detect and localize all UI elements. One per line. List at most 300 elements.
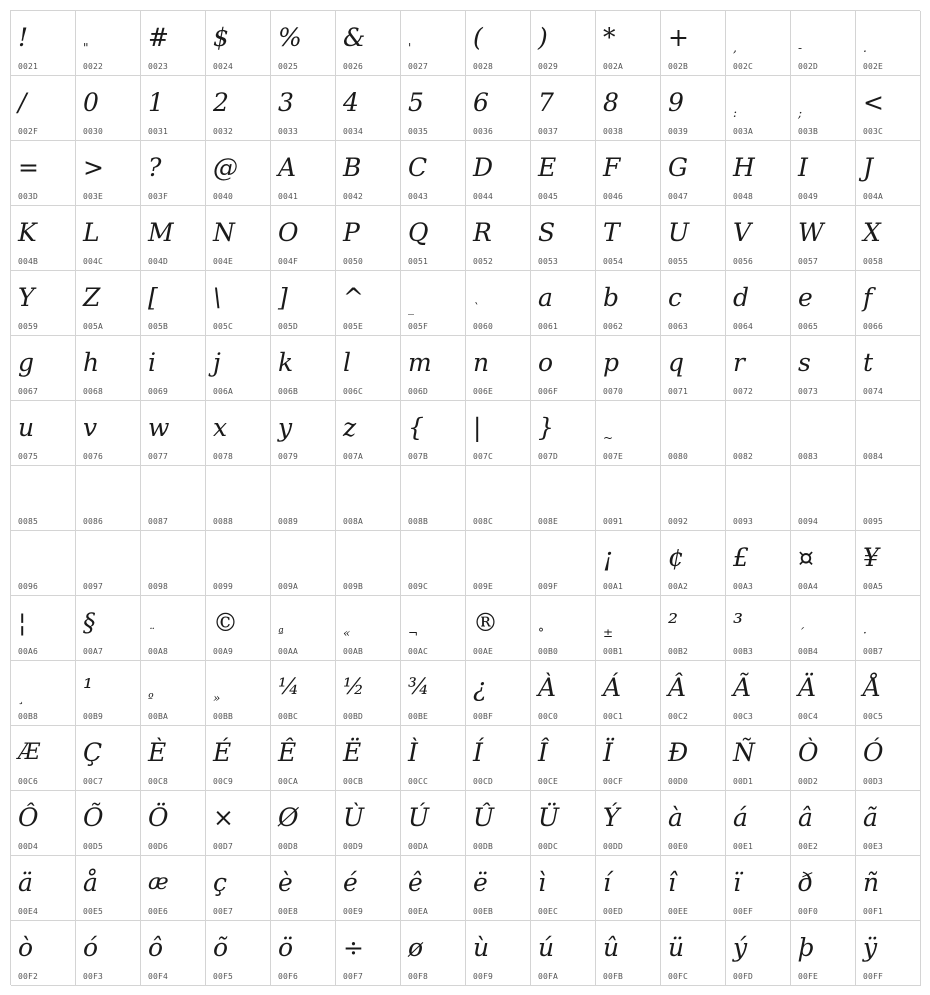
glyph-sample: 2 [213, 88, 229, 117]
glyph-cell-0096 [11, 531, 76, 596]
glyph-sample: ? [148, 153, 162, 182]
glyph-cell-0097 [76, 531, 141, 596]
glyph-sample: ^ [343, 283, 364, 312]
glyph-codepoint: 0089 [278, 517, 299, 526]
glyph-sample: S [538, 218, 556, 247]
glyph-cell-00f3 [76, 921, 141, 986]
glyph-cell-009c [401, 531, 466, 596]
glyph-cell-007c [466, 401, 531, 466]
glyph-codepoint: 00FB [603, 972, 624, 981]
glyph-sample: Ö [148, 803, 169, 832]
glyph-sample: Ñ [733, 738, 755, 767]
glyph-sample: é [343, 868, 358, 897]
glyph-sample: ä [18, 868, 33, 897]
glyph-cell-0042 [336, 141, 401, 206]
glyph-sample: 3 [278, 88, 294, 117]
glyph-sample: ) [538, 23, 548, 52]
glyph-cell-0069 [141, 336, 206, 401]
glyph-codepoint: 0087 [148, 517, 169, 526]
glyph-cell-005d [271, 271, 336, 336]
glyph-sample: f [863, 283, 873, 312]
glyph-sample: z [343, 413, 357, 442]
glyph-cell-00f7 [336, 921, 401, 986]
glyph-cell-007b [401, 401, 466, 466]
glyph-cell-00ba [141, 661, 206, 726]
glyph-cell-0054 [596, 206, 661, 271]
glyph-cell-00ea [401, 856, 466, 921]
glyph-codepoint: 00E7 [213, 907, 234, 916]
glyph-codepoint: 0022 [83, 62, 104, 71]
glyph-codepoint: 0059 [18, 322, 39, 331]
glyph-cell-0045 [531, 141, 596, 206]
glyph-sample: B [343, 153, 362, 182]
glyph-sample: § [83, 608, 96, 637]
glyph-cell-0070 [596, 336, 661, 401]
glyph-cell-0095 [856, 466, 921, 531]
glyph-sample: ! [18, 23, 29, 52]
glyph-codepoint: 005C [213, 322, 234, 331]
glyph-codepoint: 00FA [538, 972, 559, 981]
glyph-cell-00c9 [206, 726, 271, 791]
glyph-codepoint: 00FE [798, 972, 819, 981]
glyph-cell-0055 [661, 206, 726, 271]
glyph-sample: Ç [83, 738, 103, 767]
glyph-codepoint: 0071 [668, 387, 689, 396]
glyph-codepoint: 009B [343, 582, 364, 591]
glyph-sample: » [213, 691, 221, 705]
glyph-sample: Ó [863, 738, 884, 767]
glyph-codepoint: 00AA [278, 647, 299, 656]
glyph-sample: À [538, 673, 557, 702]
glyph-codepoint: 005D [278, 322, 299, 331]
glyph-codepoint: 0052 [473, 257, 494, 266]
glyph-sample: Ä [798, 673, 817, 702]
glyph-codepoint: 0098 [148, 582, 169, 591]
glyph-sample: E [538, 153, 557, 182]
glyph-codepoint: 00AE [473, 647, 494, 656]
glyph-codepoint: 0026 [343, 62, 364, 71]
glyph-sample: j [213, 348, 221, 377]
glyph-cell-006c [336, 336, 401, 401]
glyph-codepoint: 00B3 [733, 647, 754, 656]
glyph-codepoint: 0061 [538, 322, 559, 331]
glyph-sample: L [83, 218, 100, 247]
glyph-sample: x [213, 413, 228, 442]
glyph-codepoint: 00CE [538, 777, 559, 786]
glyph-codepoint: 00B2 [668, 647, 689, 656]
glyph-sample: ¬ [408, 626, 419, 640]
glyph-sample: ë [473, 868, 488, 897]
glyph-cell-00d4 [11, 791, 76, 856]
glyph-sample: . [863, 41, 867, 55]
glyph-cell-007e [596, 401, 661, 466]
glyph-cell-008b [401, 466, 466, 531]
glyph-codepoint: 00EF [733, 907, 754, 916]
glyph-cell-007a [336, 401, 401, 466]
glyph-cell-00c3 [726, 661, 791, 726]
glyph-cell-0035 [401, 76, 466, 141]
glyph-sample: © [213, 608, 238, 637]
glyph-cell-0023 [141, 11, 206, 76]
glyph-cell-00f6 [271, 921, 336, 986]
glyph-sample: V [733, 218, 752, 247]
glyph-cell-0082 [726, 401, 791, 466]
glyph-codepoint: 004A [863, 192, 884, 201]
glyph-codepoint: 0065 [798, 322, 819, 331]
glyph-cell-009b [336, 531, 401, 596]
glyph-cell-00e0 [661, 791, 726, 856]
glyph-codepoint: 0048 [733, 192, 754, 201]
glyph-cell-00be [401, 661, 466, 726]
glyph-cell-00b0 [531, 596, 596, 661]
glyph-sample: F [603, 153, 621, 182]
glyph-codepoint: 0088 [213, 517, 234, 526]
glyph-codepoint: 0076 [83, 452, 104, 461]
glyph-sample: ú [538, 933, 555, 962]
glyph-codepoint: 00B4 [798, 647, 819, 656]
glyph-codepoint: 00EE [668, 907, 689, 916]
glyph-codepoint: 002C [733, 62, 754, 71]
glyph-codepoint: 0034 [343, 127, 364, 136]
glyph-sample: \ [213, 283, 222, 312]
glyph-sample: H [733, 153, 755, 182]
glyph-sample: r [733, 348, 745, 377]
glyph-cell-00a7 [76, 596, 141, 661]
glyph-cell-0052 [466, 206, 531, 271]
glyph-codepoint: 0067 [18, 387, 39, 396]
glyph-cell-0071 [661, 336, 726, 401]
glyph-cell-00bc [271, 661, 336, 726]
glyph-codepoint: 00C8 [148, 777, 169, 786]
glyph-codepoint: 0080 [668, 452, 689, 461]
glyph-cell-00fa [531, 921, 596, 986]
glyph-cell-00b8 [11, 661, 76, 726]
glyph-cell-00ae [466, 596, 531, 661]
glyph-codepoint: 00B8 [18, 712, 39, 721]
glyph-codepoint: 00FF [863, 972, 884, 981]
glyph-sample: i [148, 348, 156, 377]
glyph-sample: C [408, 153, 428, 182]
glyph-codepoint: 00EA [408, 907, 429, 916]
glyph-cell-0065 [791, 271, 856, 336]
glyph-cell-0063 [661, 271, 726, 336]
glyph-codepoint: 0046 [603, 192, 624, 201]
glyph-codepoint: 00A5 [863, 582, 884, 591]
glyph-cell-005e [336, 271, 401, 336]
glyph-cell-0049 [791, 141, 856, 206]
glyph-sample: Á [603, 673, 622, 702]
glyph-codepoint: 0094 [798, 517, 819, 526]
glyph-sample: } [538, 413, 554, 442]
glyph-codepoint: 00DA [408, 842, 429, 851]
glyph-cell-0056 [726, 206, 791, 271]
glyph-sample: × [213, 803, 234, 832]
glyph-cell-0098 [141, 531, 206, 596]
glyph-cell-00c7 [76, 726, 141, 791]
glyph-sample: Ð [668, 738, 689, 767]
glyph-codepoint: 00E3 [863, 842, 884, 851]
glyph-codepoint: 00ED [603, 907, 624, 916]
glyph-cell-0034 [336, 76, 401, 141]
glyph-cell-0087 [141, 466, 206, 531]
glyph-cell-0075 [11, 401, 76, 466]
glyph-codepoint: 00D7 [213, 842, 234, 851]
glyph-codepoint: 0085 [18, 517, 39, 526]
glyph-cell-00d3 [856, 726, 921, 791]
glyph-sample: , [733, 41, 737, 55]
glyph-cell-00cd [466, 726, 531, 791]
glyph-sample: Ú [408, 803, 430, 832]
glyph-cell-00d9 [336, 791, 401, 856]
glyph-sample: P [343, 218, 360, 247]
glyph-codepoint: 0033 [278, 127, 299, 136]
glyph-cell-002d [791, 11, 856, 76]
glyph-sample: ¥ [863, 543, 879, 572]
glyph-cell-005a [76, 271, 141, 336]
glyph-sample: M [148, 218, 174, 247]
glyph-sample: m [408, 348, 432, 377]
glyph-cell-009f [531, 531, 596, 596]
glyph-sample: 8 [603, 88, 619, 117]
glyph-cell-00dc [531, 791, 596, 856]
glyph-cell-00f1 [856, 856, 921, 921]
glyph-codepoint: 00D2 [798, 777, 819, 786]
glyph-codepoint: 00CA [278, 777, 299, 786]
glyph-cell-00b9 [76, 661, 141, 726]
glyph-codepoint: 00F0 [798, 907, 819, 916]
glyph-codepoint: 009F [538, 582, 559, 591]
glyph-cell-006e [466, 336, 531, 401]
glyph-cell-003e [76, 141, 141, 206]
glyph-sample: p [603, 348, 620, 377]
glyph-sample: s [798, 348, 811, 377]
glyph-codepoint: 0047 [668, 192, 689, 201]
glyph-codepoint: 00CC [408, 777, 429, 786]
glyph-cell-00e6 [141, 856, 206, 921]
glyph-sample: b [603, 283, 620, 312]
glyph-codepoint: 00AB [343, 647, 364, 656]
glyph-cell-007d [531, 401, 596, 466]
glyph-sample: Ø [278, 803, 299, 832]
glyph-cell-00d7 [206, 791, 271, 856]
glyph-cell-0068 [76, 336, 141, 401]
glyph-cell-0037 [531, 76, 596, 141]
glyph-cell-00db [466, 791, 531, 856]
glyph-codepoint: 00CB [343, 777, 364, 786]
glyph-codepoint: 00F3 [83, 972, 104, 981]
glyph-codepoint: 0056 [733, 257, 754, 266]
glyph-codepoint: 00D6 [148, 842, 169, 851]
glyph-cell-0022 [76, 11, 141, 76]
glyph-sample: U [668, 218, 690, 247]
glyph-codepoint: 00CF [603, 777, 624, 786]
glyph-sample: T [603, 218, 620, 247]
glyph-sample: Ë [343, 738, 362, 767]
glyph-cell-008e [531, 466, 596, 531]
glyph-cell-0078 [206, 401, 271, 466]
glyph-cell-004e [206, 206, 271, 271]
glyph-codepoint: 0078 [213, 452, 234, 461]
glyph-codepoint: 0058 [863, 257, 884, 266]
glyph-sample: ö [278, 933, 294, 962]
glyph-cell-0033 [271, 76, 336, 141]
glyph-sample: 6 [473, 88, 489, 117]
glyph-sample: ¿ [473, 673, 487, 702]
glyph-codepoint: 00D3 [863, 777, 884, 786]
glyph-cell-00e5 [76, 856, 141, 921]
glyph-cell-0059 [11, 271, 76, 336]
glyph-cell-003b [791, 76, 856, 141]
glyph-sample: ¾ [408, 675, 428, 700]
glyph-cell-00f5 [206, 921, 271, 986]
glyph-cell-00c4 [791, 661, 856, 726]
glyph-codepoint: 00EC [538, 907, 559, 916]
glyph-codepoint: 0062 [603, 322, 624, 331]
glyph-codepoint: 0068 [83, 387, 104, 396]
glyph-codepoint: 0079 [278, 452, 299, 461]
glyph-codepoint: 0041 [278, 192, 299, 201]
glyph-sample: Ü [538, 803, 560, 832]
glyph-sample: î [668, 868, 676, 897]
glyph-codepoint: 002E [863, 62, 884, 71]
glyph-cell-00d1 [726, 726, 791, 791]
glyph-sample: Õ [83, 803, 104, 832]
glyph-sample: $ [213, 23, 229, 52]
glyph-codepoint: 0072 [733, 387, 754, 396]
glyph-sample: É [213, 738, 232, 767]
glyph-sample: á [733, 803, 748, 832]
glyph-sample: ò [18, 933, 34, 962]
glyph-cell-00eb [466, 856, 531, 921]
glyph-codepoint: 00B7 [863, 647, 884, 656]
glyph-cell-002a [596, 11, 661, 76]
glyph-sample: ¸ [18, 691, 24, 705]
glyph-cell-00f9 [466, 921, 531, 986]
glyph-cell-0074 [856, 336, 921, 401]
glyph-cell-004f [271, 206, 336, 271]
glyph-codepoint: 00A4 [798, 582, 819, 591]
glyph-codepoint: 00F7 [343, 972, 364, 981]
glyph-codepoint: 00C6 [18, 777, 39, 786]
glyph-cell-00c2 [661, 661, 726, 726]
glyph-codepoint: 0050 [343, 257, 364, 266]
glyph-sample: n [473, 348, 490, 377]
glyph-sample: [ [148, 283, 158, 312]
glyph-cell-0058 [856, 206, 921, 271]
glyph-codepoint: 00E2 [798, 842, 819, 851]
glyph-codepoint: 00C0 [538, 712, 559, 721]
glyph-codepoint: 0027 [408, 62, 429, 71]
glyph-codepoint: 00E5 [83, 907, 104, 916]
glyph-sample: + [668, 23, 689, 52]
glyph-codepoint: 00BB [213, 712, 234, 721]
glyph-cell-0083 [791, 401, 856, 466]
glyph-cell-003f [141, 141, 206, 206]
glyph-cell-0091 [596, 466, 661, 531]
glyph-codepoint: 00E9 [343, 907, 364, 916]
glyph-sample: º [148, 691, 154, 705]
glyph-cell-00e2 [791, 791, 856, 856]
glyph-sample: Â [668, 673, 687, 702]
glyph-cell-006f [531, 336, 596, 401]
glyph-cell-0060 [466, 271, 531, 336]
glyph-cell-00e4 [11, 856, 76, 921]
glyph-cell-002f [11, 76, 76, 141]
glyph-cell-0027 [401, 11, 466, 76]
glyph-cell-0073 [791, 336, 856, 401]
glyph-codepoint: 00AC [408, 647, 429, 656]
glyph-cell-00f2 [11, 921, 76, 986]
glyph-codepoint: 00FD [733, 972, 754, 981]
glyph-cell-0024 [206, 11, 271, 76]
glyph-codepoint: 00A3 [733, 582, 754, 591]
glyph-codepoint: 003F [148, 192, 169, 201]
glyph-codepoint: 00BD [343, 712, 364, 721]
glyph-cell-00cb [336, 726, 401, 791]
glyph-codepoint: 00C2 [668, 712, 689, 721]
glyph-sample: ± [603, 626, 614, 640]
glyph-cell-00bb [206, 661, 271, 726]
glyph-codepoint: 0086 [83, 517, 104, 526]
glyph-cell-00e9 [336, 856, 401, 921]
glyph-codepoint: 0030 [83, 127, 104, 136]
glyph-codepoint: 0036 [473, 127, 494, 136]
glyph-grid [10, 10, 920, 985]
glyph-sample: ¼ [278, 675, 298, 700]
glyph-sample: < [863, 88, 884, 117]
glyph-codepoint: 0038 [603, 127, 624, 136]
glyph-sample: c [668, 283, 683, 312]
glyph-sample: æ [148, 870, 167, 895]
glyph-cell-00a9 [206, 596, 271, 661]
glyph-codepoint: 009C [408, 582, 429, 591]
glyph-sample: £ [733, 543, 749, 572]
glyph-codepoint: 00D5 [83, 842, 104, 851]
glyph-sample: · [863, 626, 867, 640]
glyph-sample: A [278, 153, 297, 182]
glyph-sample: a [538, 283, 553, 312]
glyph-codepoint: 00D4 [18, 842, 39, 851]
glyph-codepoint: 00E8 [278, 907, 299, 916]
glyph-sample: ® [473, 608, 498, 637]
glyph-sample: k [278, 348, 294, 377]
glyph-cell-00ce [531, 726, 596, 791]
glyph-codepoint: 0042 [343, 192, 364, 201]
glyph-sample: ( [473, 23, 483, 52]
glyph-codepoint: 002F [18, 127, 39, 136]
glyph-sample: ÿ [863, 933, 878, 962]
glyph-cell-0038 [596, 76, 661, 141]
glyph-sample: ½ [343, 675, 363, 700]
glyph-codepoint: 0031 [148, 127, 169, 136]
glyph-codepoint: 006B [278, 387, 299, 396]
glyph-codepoint: 004F [278, 257, 299, 266]
glyph-sample: ù [473, 933, 490, 962]
glyph-sample: ] [278, 283, 288, 312]
glyph-sample: ¤ [798, 543, 814, 572]
glyph-cell-0077 [141, 401, 206, 466]
glyph-cell-00bd [336, 661, 401, 726]
glyph-cell-0029 [531, 11, 596, 76]
glyph-codepoint: 00BE [408, 712, 429, 721]
glyph-codepoint: 003B [798, 127, 819, 136]
glyph-cell-00c1 [596, 661, 661, 726]
glyph-sample: | [473, 413, 482, 442]
glyph-sample: Ý [603, 803, 620, 832]
glyph-cell-0036 [466, 76, 531, 141]
glyph-codepoint: 0099 [213, 582, 234, 591]
glyph-cell-003d [11, 141, 76, 206]
